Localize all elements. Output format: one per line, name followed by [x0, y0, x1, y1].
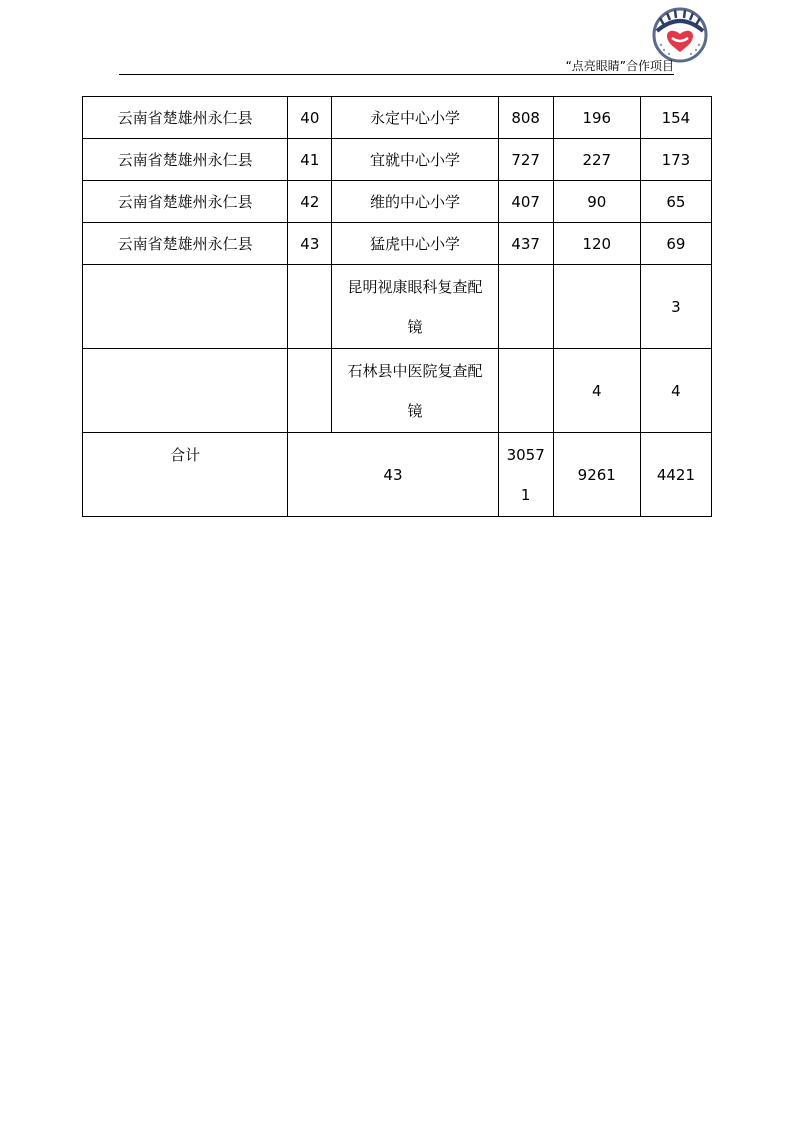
- header-divider: [119, 74, 674, 75]
- region-cell: 云南省楚雄州永仁县: [83, 223, 288, 265]
- total-count: 43: [288, 433, 498, 517]
- empty-cell: [498, 265, 553, 349]
- organization-logo-icon: [651, 5, 709, 65]
- total-value-cell: [498, 433, 553, 517]
- table-row: [83, 223, 712, 265]
- empty-cell: [288, 349, 332, 433]
- region-cell: 云南省楚雄州永仁县: [83, 139, 288, 181]
- table-row: [83, 265, 712, 349]
- school-cell: 永定中心小学: [332, 97, 498, 139]
- project-label: “点亮眼睛”合作项目: [565, 59, 674, 73]
- empty-cell: [83, 265, 288, 349]
- value-cell: 69: [640, 223, 711, 265]
- value-cell: 4: [553, 349, 640, 433]
- value-cell: 173: [640, 139, 711, 181]
- value-cell: 65: [640, 181, 711, 223]
- total-row: [83, 433, 712, 517]
- school-cell: [332, 265, 498, 349]
- total-label: 合计: [83, 433, 288, 517]
- number-cell: 43: [288, 223, 332, 265]
- total-value-line: 1: [520, 485, 531, 504]
- value-cell: 3: [640, 265, 711, 349]
- school-cell: [332, 349, 498, 433]
- number-cell: 41: [288, 139, 332, 181]
- value-cell: 727: [498, 139, 553, 181]
- empty-cell: [498, 349, 553, 433]
- value-cell: [553, 265, 640, 349]
- value-cell: 120: [553, 223, 640, 265]
- empty-cell: [288, 265, 332, 349]
- total-value-cell: 4421: [640, 433, 711, 517]
- value-cell: 227: [553, 139, 640, 181]
- school-line: 镜: [407, 401, 423, 420]
- number-cell: 40: [288, 97, 332, 139]
- school-cell: 维的中心小学: [332, 181, 498, 223]
- empty-cell: [83, 349, 288, 433]
- value-cell: 407: [498, 181, 553, 223]
- total-value-line: 3057: [506, 445, 545, 464]
- value-cell: 196: [553, 97, 640, 139]
- table-row: [83, 139, 712, 181]
- region-cell: 云南省楚雄州永仁县: [83, 181, 288, 223]
- value-cell: 437: [498, 223, 553, 265]
- number-cell: 42: [288, 181, 332, 223]
- table-row: [83, 97, 712, 139]
- statistics-table: [82, 96, 712, 517]
- value-cell: 4: [640, 349, 711, 433]
- value-cell: 90: [553, 181, 640, 223]
- value-cell: 154: [640, 97, 711, 139]
- school-line: 石林县中医院复查配: [347, 361, 483, 380]
- school-cell: 猛虎中心小学: [332, 223, 498, 265]
- school-line: 昆明视康眼科复查配: [347, 277, 483, 296]
- region-cell: 云南省楚雄州永仁县: [83, 97, 288, 139]
- school-line: 镜: [407, 317, 423, 336]
- school-cell: 宜就中心小学: [332, 139, 498, 181]
- table-row: [83, 181, 712, 223]
- value-cell: 808: [498, 97, 553, 139]
- total-value-cell: 9261: [553, 433, 640, 517]
- table-row: [83, 349, 712, 433]
